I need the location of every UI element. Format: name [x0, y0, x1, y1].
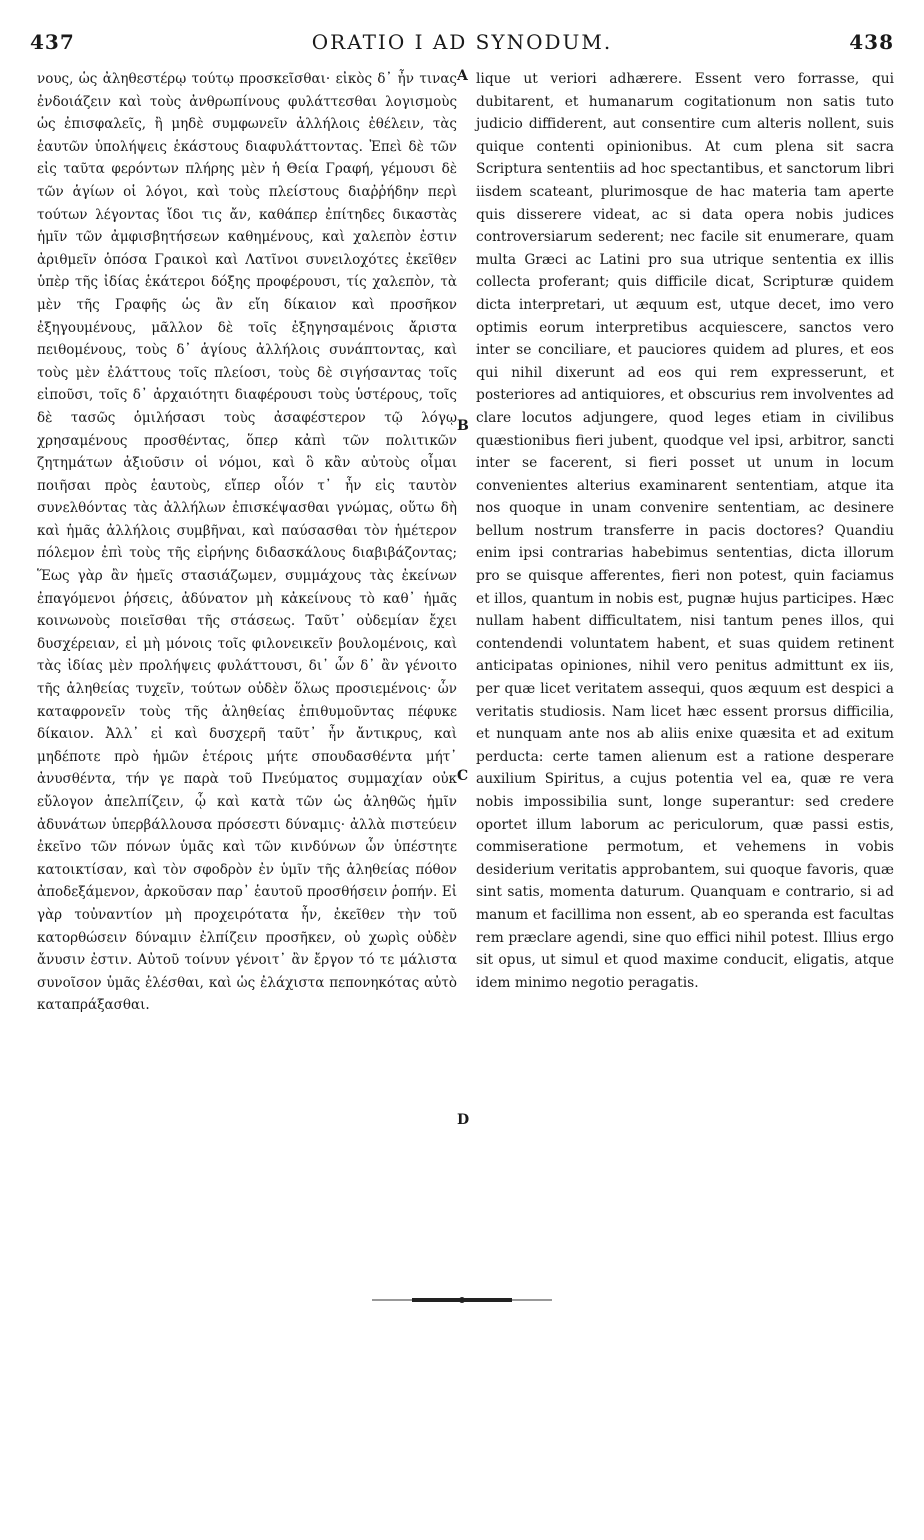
section-mark-a: A	[457, 68, 468, 84]
greek-column	[37, 68, 457, 1017]
page-header	[30, 30, 894, 62]
greek-text: νους, ὡς ἀληθεστέρῳ τούτῳ προσκεῖσθαι· εἰκὸς δ᾽ ἦν τινας ἐνδοιάζειν καὶ τοὺς ἀνθρωπίνους φυλάττεσθαι λογισμοὺς ὡς ἐπισφαλεῖς, ἢ μηδὲ συμφωνεῖν ἀλλήλοις ἐθέλειν, τὰς ἑαυτῶν ὑπολήψεις ἑκάστους διαφυλάττοντας. Ἐπεὶ δὲ τῶν εἰς ταῦτα φερόντων πλήρης μὲν ἡ Θεία Γραφή, γέμουσι δὲ τῶν ἁγίων οἱ λόγοι, καὶ τοὺς πλείστους διαῤῥήδην περὶ τούτων λέγοντας ἴδοι τις ἄν, καθάπερ ἐπίτηδες δικαστὰς ἡμῖν τῶν ἀμφισβητήσεων καθημένους, καὶ χαλεπὸν ἐστιν ἀριθμεῖν ὁπόσα Γραικοὶ καὶ Λατῖνοι συνειλοχότες ἐκεῖθεν ὑπὲρ τῆς ἰδίας ἑκάτεροι δόξης προφέρουσι, τίς χαλεπὸν, τὰ μὲν τῆς Γραφῆς ὡς ἂν εἴη δίκαιον καὶ προσῆκον ἐξηγουμένους, μᾶλλον δὲ τοῖς ἐξηγησαμένοις ἄριστα πειθομένους, τοὺς δ᾽ ἁγίους ἀλλήλοις συνάπτοντας, καὶ τοὺς μὲν ἐλάττους τοῖς πλείοσι, τοὺς δὲ σιγήσαντας τοῖς εἰποῦσι, τοῖς δ᾽ ἀρχαιότητι διαφέρουσι τοὺς ὑστέρους, τοῖς δὲ τασῶς ὁμιλήσασι τοὺς ἀσαφέστερον τῷ λόγῳ χρησαμένους προσθέντας, ὅπερ κἀπὶ τῶν πολιτικῶν ζητημάτων ἀξιοῦσιν οἱ νόμοι, καὶ ὃ κἂν αὐτοὺς οἶμαι ποιῆσαι πρὸς ἑαυτοὺς, εἴπερ οἷόν τ᾽ ἦν εἰς ταυτὸν συνελθόντας τὰς ἀλλήλων ἐπισκέψασθαι γνώμας, οὕτω δὴ καὶ ἡμᾶς ἀλλήλοις συμβῆναι, καὶ παύσασθαι τὸν ἡμέτερον πόλεμον ἐπὶ τοὺς τῆς εἰρήνης διδασκάλους διαβιβάζοντας; Ἕως γὰρ ἂν ἡμεῖς στασιάζωμεν, συμμάχους τὰς ἐκείνων ἐπαγόμενοι ῥήσεις, ἀδύνατον μὴ κἀκείνους τὸ καθ᾽ ἡμᾶς κοινωνοὺς ποιεῖσθαι τῆς στάσεως. Ταῦτ᾽ οὐδεμίαν ἔχει δυσχέρειαν, εἰ μὴ μόνοις τοῖς φιλονεικεῖν βουλομένοις, καὶ τὰς ἰδίας μὲν προλήψεις φυλάττουσι, δι᾽ ὧν δ᾽ ἂν γένοιτο τῆς ἀληθείας τυχεῖν, τούτων οὐδὲν ὅλως προσιεμένοις· ὧν καταφρονεῖν τοὺς τῆς ἀληθείας ἐπιθυμοῦντας πέφυκε δίκαιον. Ἀλλ᾽ εἰ καὶ δυσχερῆ ταῦτ᾽ ἦν ἄντικρυς, καὶ μηδέποτε πρὸ ἡμῶν ἑτέροις μήτε σπουδασθέντα μήτ᾽ ἀνυσθέντα, τήν γε παρὰ τοῦ Πνεύματος συμμαχίαν οὐκ εὔλογον ἀπελπίζειν, ᾧ καὶ κατὰ τῶν ὡς ἀληθῶς ἡμῖν ἀδυνάτων ὑπερβάλλουσα πρόσεστι δύναμις· ἀλλὰ πιστεύειν ἐκεῖνο τῶν πόνων ὑμᾶς καὶ τῶν κινδύνων ὧν ὑπέστητε κατοικτίσαν, καὶ τὸν σφοδρὸν ἐν ὑμῖν τῆς ἀληθείας πόθον ἀποδεξάμενον, ἀρκοῦσαν παρ᾽ ἑαυτοῦ προσθήσειν ῥοπήν. Εἰ γὰρ τοὐναντίον μὴ προχειρότατα ἦν, ἐκεῖθεν τὴν τοῦ κατορθώσειν δύναμιν ἐλπίζειν προσῆκεν, οὐ χωρὶς οὐδὲν ἄνυσιν ἐστιν. Αὐτοῦ τοίνυν γένοιτ᾽ ἂν ἔργον τό τε μάλιστα συνοῖσον ὑμᾶς ἑλέσθαι, καὶ ὡς ἐλάχιστα πεπονηκότας αὐτὸ καταπράξασθαι.	[37, 71, 457, 1014]
section-mark-d: D	[457, 1112, 470, 1128]
latin-text: lique ut veriori adhærere. Essent vero forrasse, qui dubitarent, et humanarum cogitationum non satis tuto judicio diffiderent, aut consentire cum alteris nollent, suis quique contenti opinionibus. At cum plena sit sacra Scriptura sententiis ad hoc spectantibus, et sanctorum libri iisdem scateant, plurimosque de hac materia tam aperte quis disserere videat, ac si data opera nobis judices controversiarum sederent; nec facile sit enumerare, quam multa Græci ac Latini pro sua utrique sententia ex illis collecta proferant; quis difficile dicat, Scripturæ quidem dicta interpretari, ut æquum est, utque decet, imo vero optimis eorum interpretibus acquiescere, sanctos vero inter se conciliare, et pauciores quidem ad plures, et eos qui nihil dixerunt ad eos qui rem expresserunt, et posteriores ad antiquiores, et obscurius rem involventes ad clare locutos adjungere, quod leges etiam in civilibus quæstionibus fieri jubent, quodque vel ipsi, arbitror, sancti inter se facerent, si fieri posset ut unum in locum convenientes alterius examinarent sententiam, atque ita nos quoque in unam convenire sententiam, ac desinere bellum nostrum transferre in pacis doctores? Quandiu enim ipsi contrarias habebimus sententias, dicta illorum pro se quisque afferentes, fieri non potest, quin faciamus et illos, quantum in nobis est, pugnæ hujus participes. Hæc nullam habent difficultatem, nisi tantum penes illos, qui contendendi voluntatem habent, et suas quidem retinent anticipatas opiniones, nihil vero penitus admittunt ex iis, per quæ licet veritatem assequi, quos æquum est despici a veritatis studiosis. Nam licet hæc essent prorsus difficilia, et nunquam ante nos ab aliis enixe quæsita et ad exitum perducta: certe tamen alienum est a ratione desperare auxilium Spiritus, a cujus potentia vel ea, quæ re vera nobis impossibilia sunt, longe superantur: sed credere oportet illum laborum ac periculorum, quæ passi estis, commiseratione permotum, et vehemens in vobis desiderium veritatis approbantem, sui quoque favoris, quæ sint satis, momenta daturum. Quanquam e contrario, si ad manum et facillima non essent, ab eo speranda est facultas rem præclare agendi, sine quo effici nihil potest. Illius ergo sit opus, ut simul et quod maxime conducit, eligatis, atque idem minimo negotio peragatis.	[476, 71, 894, 991]
section-mark-c: C	[457, 768, 469, 784]
latin-column	[476, 68, 894, 994]
page-number-left: 437	[30, 30, 75, 54]
page-number-right: 438	[849, 30, 894, 54]
running-title: ORATIO I AD SYNODUM.	[311, 30, 613, 54]
ornament-divider	[372, 1295, 552, 1305]
section-mark-b: B	[457, 418, 469, 434]
